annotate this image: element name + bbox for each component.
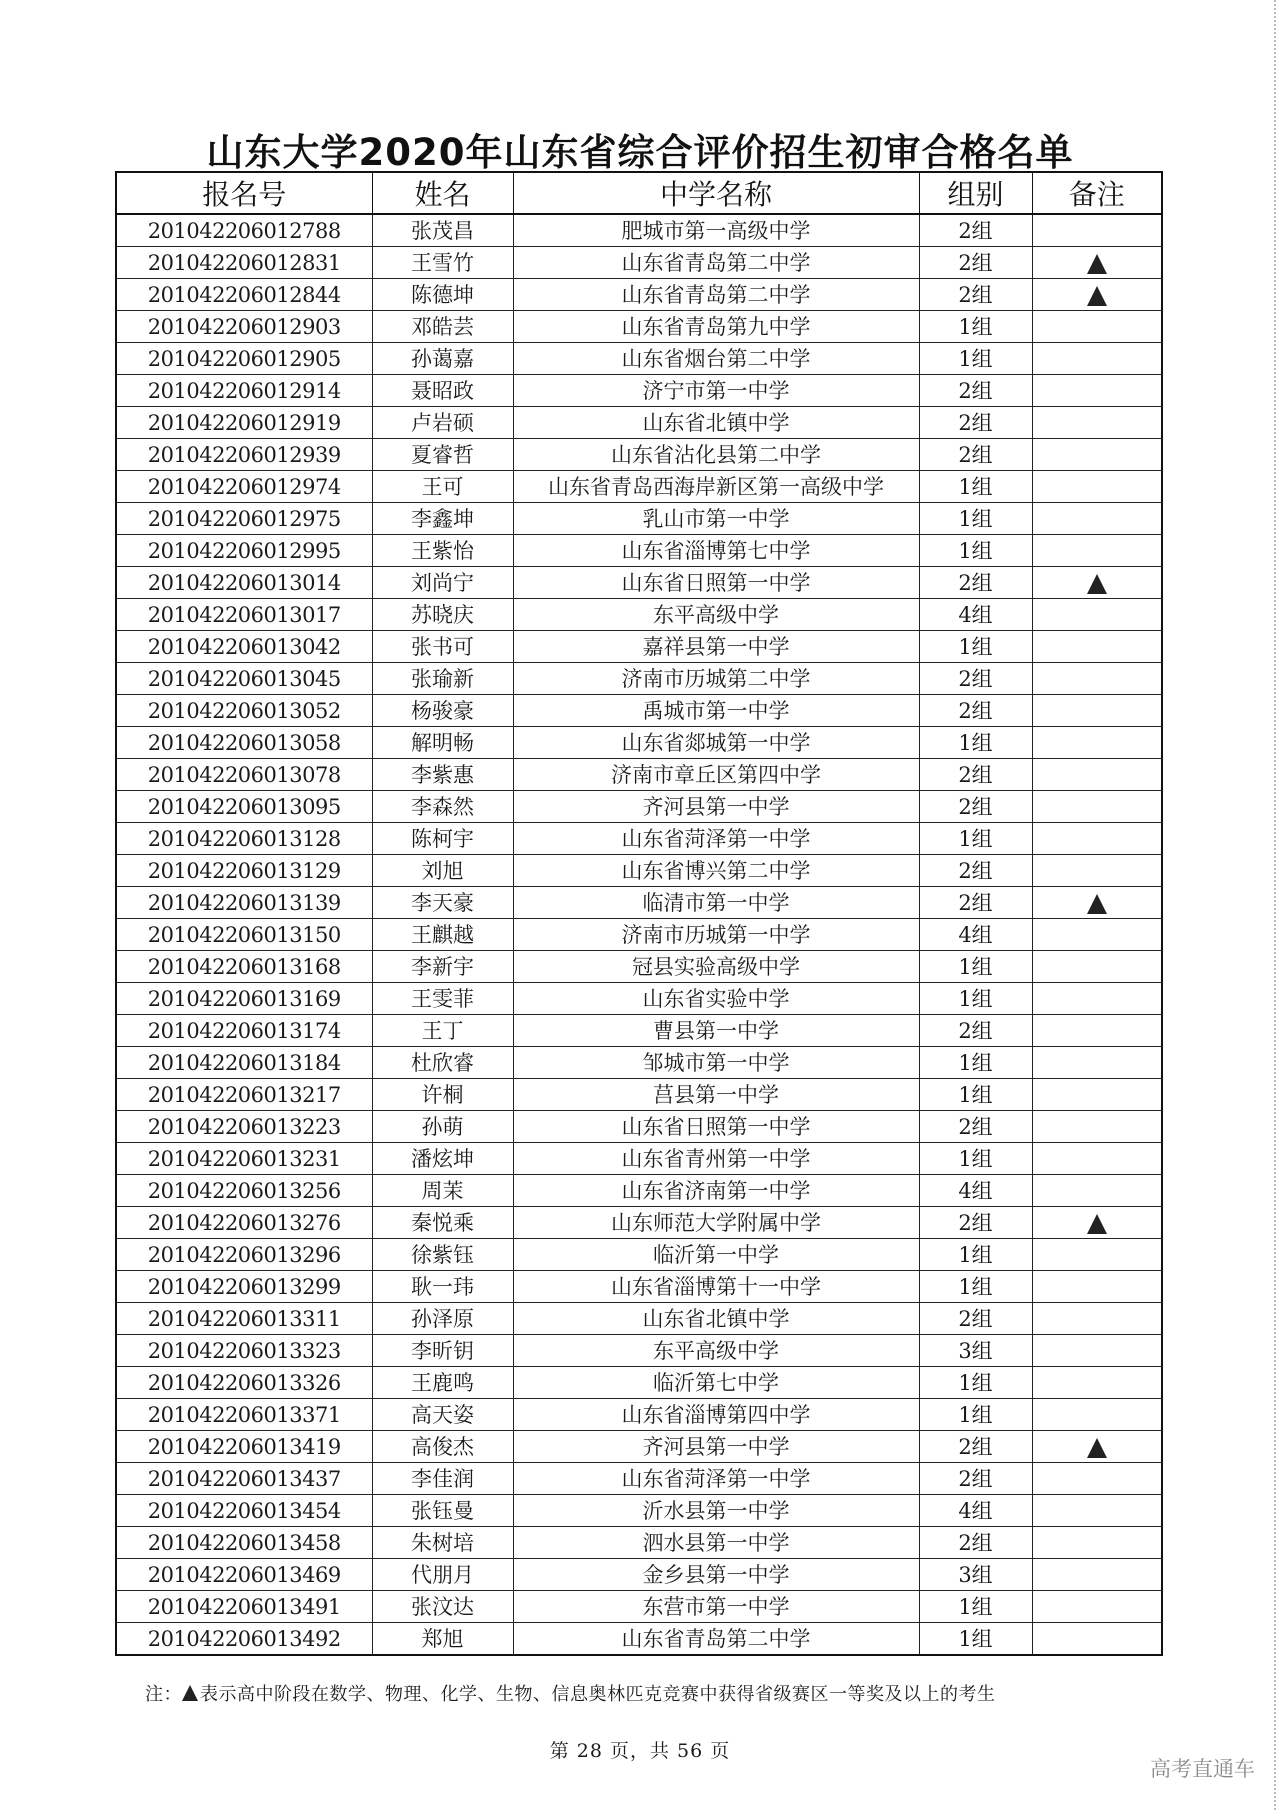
page-number: 第 28 页，共 56 页 [549,1740,731,1762]
registration-id-cell: 201042206013058 [116,727,372,759]
school-cell: 邹城市第一中学 [513,1047,919,1079]
registration-id-cell: 201042206012939 [116,439,372,471]
group-cell: 4组 [919,1495,1032,1527]
note-cell [1032,855,1162,887]
registration-id-cell: 201042206013168 [116,951,372,983]
group-cell: 2组 [919,1303,1032,1335]
name-cell: 王雪竹 [372,247,513,279]
name-cell: 李佳润 [372,1463,513,1495]
table-row [116,1047,1162,1079]
name-cell: 王可 [372,471,513,503]
school-cell: 山东省青州第一中学 [513,1143,919,1175]
table-row [116,727,1162,759]
school-cell: 济南市历城第二中学 [513,663,919,695]
registration-id-cell: 201042206012903 [116,311,372,343]
table-row [116,951,1162,983]
note-cell [1032,1143,1162,1175]
school-cell: 山东省青岛第二中学 [513,247,919,279]
note-cell [1032,887,1162,919]
note-cell [1032,1207,1162,1239]
name-cell: 陈柯宇 [372,823,513,855]
school-cell: 禹城市第一中学 [513,695,919,727]
group-cell: 1组 [919,503,1032,535]
school-cell: 临沂第一中学 [513,1239,919,1271]
triangle-icon [1087,1438,1107,1458]
table-row [116,1111,1162,1143]
group-cell: 2组 [919,1207,1032,1239]
name-cell: 王紫怡 [372,535,513,567]
table-row [116,1175,1162,1207]
note-cell [1032,695,1162,727]
triangle-icon [182,1685,198,1701]
school-cell: 山东省博兴第二中学 [513,855,919,887]
group-cell: 2组 [919,375,1032,407]
school-cell: 山东省烟台第二中学 [513,343,919,375]
registration-id-cell: 201042206013296 [116,1239,372,1271]
table-row [116,503,1162,535]
school-cell: 东平高级中学 [513,1335,919,1367]
group-cell: 1组 [919,1623,1032,1656]
name-cell: 朱树培 [372,1527,513,1559]
school-cell: 山东省淄博第七中学 [513,535,919,567]
table-row [116,663,1162,695]
header-name: 姓名 [372,172,513,214]
footnote-text: 表示高中阶段在数学、物理、化学、生物、信息奥林匹克竞赛中获得省级赛区一等奖及以上的考生 [200,1684,996,1705]
note-cell [1032,1175,1162,1207]
name-cell: 陈德坤 [372,279,513,311]
registration-id-cell: 201042206012844 [116,279,372,311]
note-cell [1032,1079,1162,1111]
school-cell: 山东省菏泽第一中学 [513,1463,919,1495]
registration-id-cell: 201042206013492 [116,1623,372,1656]
group-cell: 1组 [919,823,1032,855]
name-cell: 李新宇 [372,951,513,983]
note-cell [1032,1271,1162,1303]
group-cell: 2组 [919,1463,1032,1495]
school-cell: 山东省淄博第四中学 [513,1399,919,1431]
group-cell: 4组 [919,1175,1032,1207]
group-cell: 1组 [919,951,1032,983]
group-cell: 1组 [919,983,1032,1015]
note-cell [1032,343,1162,375]
header-group: 组别 [919,172,1032,214]
name-cell: 王丁 [372,1015,513,1047]
note-cell [1032,407,1162,439]
group-cell: 4组 [919,919,1032,951]
name-cell: 邓皓芸 [372,311,513,343]
page-edge [1274,0,1276,1810]
school-cell: 泗水县第一中学 [513,1527,919,1559]
name-cell: 杜欣睿 [372,1047,513,1079]
school-cell: 山东省日照第一中学 [513,1111,919,1143]
table-row [116,599,1162,631]
group-cell: 2组 [919,1431,1032,1463]
group-cell: 2组 [919,695,1032,727]
registration-id-cell: 201042206013014 [116,567,372,599]
group-cell: 1组 [919,471,1032,503]
registration-id-cell: 201042206013311 [116,1303,372,1335]
table-header-row [116,172,1162,214]
note-cell [1032,951,1162,983]
registration-id-cell: 201042206013256 [116,1175,372,1207]
name-cell: 孙蔼嘉 [372,343,513,375]
table-body [116,214,1162,1655]
registration-id-cell: 201042206012974 [116,471,372,503]
name-cell: 高天姿 [372,1399,513,1431]
name-cell: 李鑫坤 [372,503,513,535]
note-cell [1032,1303,1162,1335]
table-row [116,214,1162,247]
table-row [116,1143,1162,1175]
school-cell: 嘉祥县第一中学 [513,631,919,663]
roster-table [115,171,1163,1656]
registration-id-cell: 201042206013042 [116,631,372,663]
school-cell: 济南市历城第一中学 [513,919,919,951]
note-cell [1032,983,1162,1015]
note-cell [1032,1527,1162,1559]
group-cell: 1组 [919,311,1032,343]
group-cell: 2组 [919,791,1032,823]
registration-id-cell: 201042206013276 [116,1207,372,1239]
note-cell [1032,311,1162,343]
school-cell: 山东省菏泽第一中学 [513,823,919,855]
school-cell: 济宁市第一中学 [513,375,919,407]
note-cell [1032,727,1162,759]
registration-id-cell: 201042206013128 [116,823,372,855]
note-cell [1032,631,1162,663]
note-cell [1032,1623,1162,1656]
registration-id-cell: 201042206013326 [116,1367,372,1399]
registration-id-cell: 201042206013223 [116,1111,372,1143]
table-row [116,919,1162,951]
group-cell: 2组 [919,887,1032,919]
note-cell [1032,247,1162,279]
name-cell: 高俊杰 [372,1431,513,1463]
note-cell [1032,1463,1162,1495]
table-row [116,887,1162,919]
table-row [116,1303,1162,1335]
table-row [116,759,1162,791]
registration-id-cell: 201042206013231 [116,1143,372,1175]
note-cell [1032,1591,1162,1623]
group-cell: 1组 [919,1079,1032,1111]
note-cell [1032,823,1162,855]
group-cell: 2组 [919,279,1032,311]
name-cell: 王麒越 [372,919,513,951]
school-cell: 山东省实验中学 [513,983,919,1015]
name-cell: 张书可 [372,631,513,663]
school-cell: 曹县第一中学 [513,1015,919,1047]
table-row [116,631,1162,663]
table-row [116,1079,1162,1111]
school-cell: 齐河县第一中学 [513,791,919,823]
registration-id-cell: 201042206013437 [116,1463,372,1495]
registration-id-cell: 201042206013469 [116,1559,372,1591]
note-cell [1032,375,1162,407]
name-cell: 刘旭 [372,855,513,887]
group-cell: 2组 [919,1015,1032,1047]
triangle-icon [1087,574,1107,594]
table-row [116,535,1162,567]
table-row [116,1367,1162,1399]
note-cell [1032,791,1162,823]
name-cell: 代朋月 [372,1559,513,1591]
table-row [116,1559,1162,1591]
name-cell: 张钰曼 [372,1495,513,1527]
registration-id-cell: 201042206013184 [116,1047,372,1079]
registration-id-cell: 201042206013419 [116,1431,372,1463]
name-cell: 夏睿哲 [372,439,513,471]
triangle-icon [1087,894,1107,914]
registration-id-cell: 201042206013095 [116,791,372,823]
school-cell: 山东省青岛第二中学 [513,279,919,311]
table-row [116,1239,1162,1271]
registration-id-cell: 201042206013129 [116,855,372,887]
registration-id-cell: 201042206013217 [116,1079,372,1111]
name-cell: 许桐 [372,1079,513,1111]
school-cell: 东营市第一中学 [513,1591,919,1623]
note-cell [1032,1015,1162,1047]
group-cell: 2组 [919,214,1032,247]
name-cell: 王鹿鸣 [372,1367,513,1399]
note-cell [1032,1111,1162,1143]
table-row [116,695,1162,727]
school-cell: 齐河县第一中学 [513,1431,919,1463]
table-row [116,1463,1162,1495]
school-cell: 济南市章丘区第四中学 [513,759,919,791]
school-cell: 山东省淄博第十一中学 [513,1271,919,1303]
school-cell: 山东省郯城第一中学 [513,727,919,759]
group-cell: 1组 [919,1143,1032,1175]
school-cell: 沂水县第一中学 [513,1495,919,1527]
note-cell [1032,1559,1162,1591]
registration-id-cell: 201042206012919 [116,407,372,439]
name-cell: 李紫惠 [372,759,513,791]
group-cell: 2组 [919,439,1032,471]
note-cell [1032,1399,1162,1431]
group-cell: 1组 [919,727,1032,759]
note-cell [1032,567,1162,599]
note-cell [1032,1367,1162,1399]
group-cell: 1组 [919,1239,1032,1271]
footnote [145,1680,996,1706]
registration-id-cell: 201042206013454 [116,1495,372,1527]
name-cell: 解明畅 [372,727,513,759]
name-cell: 孙萌 [372,1111,513,1143]
name-cell: 徐紫钰 [372,1239,513,1271]
note-cell [1032,1431,1162,1463]
name-cell: 张汶达 [372,1591,513,1623]
name-cell: 聂昭政 [372,375,513,407]
registration-id-cell: 201042206013139 [116,887,372,919]
group-cell: 2组 [919,247,1032,279]
school-cell: 临沂第七中学 [513,1367,919,1399]
name-cell: 秦悦乘 [372,1207,513,1239]
table-row [116,343,1162,375]
registration-id-cell: 201042206012905 [116,343,372,375]
triangle-icon [1087,286,1107,306]
registration-id-cell: 201042206012975 [116,503,372,535]
name-cell: 李天豪 [372,887,513,919]
registration-id-cell: 201042206013458 [116,1527,372,1559]
table-row [116,791,1162,823]
note-cell [1032,919,1162,951]
group-cell: 1组 [919,1399,1032,1431]
name-cell: 潘炫坤 [372,1143,513,1175]
group-cell: 2组 [919,1111,1032,1143]
school-cell: 冠县实验高级中学 [513,951,919,983]
table-row [116,247,1162,279]
group-cell: 1组 [919,631,1032,663]
table-row [116,1271,1162,1303]
registration-id-cell: 201042206013017 [116,599,372,631]
group-cell: 2组 [919,1527,1032,1559]
name-cell: 孙泽原 [372,1303,513,1335]
group-cell: 1组 [919,535,1032,567]
table-row [116,1527,1162,1559]
footnote-prefix: 注： [145,1684,182,1705]
table-row [116,311,1162,343]
registration-id-cell: 201042206012831 [116,247,372,279]
table-row [116,1015,1162,1047]
registration-id-cell: 201042206013371 [116,1399,372,1431]
group-cell: 2组 [919,855,1032,887]
name-cell: 杨骏豪 [372,695,513,727]
note-cell [1032,759,1162,791]
watermark: 高考直通车 [1150,1757,1255,1781]
name-cell: 张瑜新 [372,663,513,695]
group-cell: 1组 [919,1367,1032,1399]
table-row [116,375,1162,407]
name-cell: 李森然 [372,791,513,823]
note-cell [1032,1335,1162,1367]
registration-id-cell: 201042206012995 [116,535,372,567]
group-cell: 4组 [919,599,1032,631]
registration-id-cell: 201042206013174 [116,1015,372,1047]
table-row [116,1431,1162,1463]
school-cell: 临清市第一中学 [513,887,919,919]
name-cell: 李昕钥 [372,1335,513,1367]
school-cell: 乳山市第一中学 [513,503,919,535]
name-cell: 苏晓庆 [372,599,513,631]
group-cell: 1组 [919,343,1032,375]
group-cell: 1组 [919,1047,1032,1079]
group-cell: 1组 [919,1591,1032,1623]
header-registration-id: 报名号 [116,172,372,214]
registration-id-cell: 201042206012788 [116,214,372,247]
triangle-icon [1087,254,1107,274]
school-cell: 山东省沾化县第二中学 [513,439,919,471]
group-cell: 2组 [919,759,1032,791]
group-cell: 3组 [919,1335,1032,1367]
school-cell: 山东省青岛第九中学 [513,311,919,343]
table-row [116,1495,1162,1527]
table-row [116,567,1162,599]
name-cell: 卢岩硕 [372,407,513,439]
registration-id-cell: 201042206013052 [116,695,372,727]
note-cell [1032,214,1162,247]
name-cell: 耿一玮 [372,1271,513,1303]
table-row [116,1623,1162,1656]
document-title: 山东大学2020年山东省综合评价招生初审合格名单 [206,131,1074,174]
name-cell: 王雯菲 [372,983,513,1015]
registration-id-cell: 201042206013169 [116,983,372,1015]
registration-id-cell: 201042206013045 [116,663,372,695]
school-cell: 山东省日照第一中学 [513,567,919,599]
table-row [116,1399,1162,1431]
table-row [116,1335,1162,1367]
note-cell [1032,663,1162,695]
note-cell [1032,1239,1162,1271]
school-cell: 东平高级中学 [513,599,919,631]
note-cell [1032,1495,1162,1527]
registration-id-cell: 201042206013150 [116,919,372,951]
note-cell [1032,535,1162,567]
school-cell: 莒县第一中学 [513,1079,919,1111]
registration-id-cell: 201042206013078 [116,759,372,791]
table-row [116,823,1162,855]
school-cell: 山东省青岛西海岸新区第一高级中学 [513,471,919,503]
name-cell: 周茉 [372,1175,513,1207]
note-cell [1032,503,1162,535]
name-cell: 张茂昌 [372,214,513,247]
table-row [116,855,1162,887]
table-row [116,983,1162,1015]
table-row [116,1591,1162,1623]
note-cell [1032,279,1162,311]
triangle-icon [1087,1214,1107,1234]
table-row [116,279,1162,311]
group-cell: 2组 [919,663,1032,695]
name-cell: 刘尚宁 [372,567,513,599]
table-row [116,1207,1162,1239]
header-note: 备注 [1032,172,1162,214]
note-cell [1032,1047,1162,1079]
note-cell [1032,439,1162,471]
school-cell: 山东省北镇中学 [513,407,919,439]
header-school: 中学名称 [513,172,919,214]
registration-id-cell: 201042206012914 [116,375,372,407]
registration-id-cell: 201042206013323 [116,1335,372,1367]
note-cell [1032,471,1162,503]
registration-id-cell: 201042206013299 [116,1271,372,1303]
name-cell: 郑旭 [372,1623,513,1656]
school-cell: 金乡县第一中学 [513,1559,919,1591]
school-cell: 山东省青岛第二中学 [513,1623,919,1656]
registration-id-cell: 201042206013491 [116,1591,372,1623]
group-cell: 2组 [919,567,1032,599]
table-row [116,471,1162,503]
school-cell: 山东省北镇中学 [513,1303,919,1335]
note-cell [1032,599,1162,631]
school-cell: 山东师范大学附属中学 [513,1207,919,1239]
table-row [116,439,1162,471]
table-row [116,407,1162,439]
group-cell: 2组 [919,407,1032,439]
group-cell: 1组 [919,1271,1032,1303]
school-cell: 山东省济南第一中学 [513,1175,919,1207]
school-cell: 肥城市第一高级中学 [513,214,919,247]
group-cell: 3组 [919,1559,1032,1591]
